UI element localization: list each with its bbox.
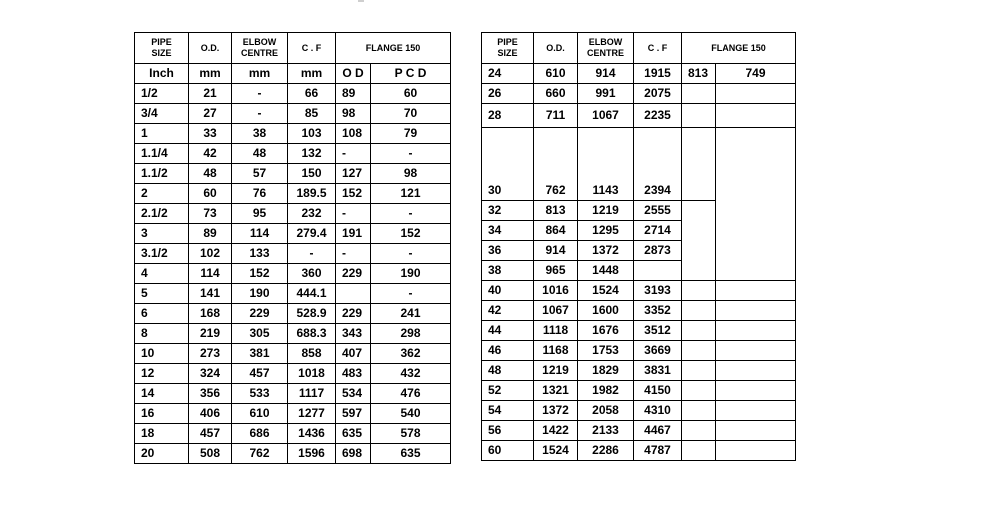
table-row — [482, 104, 796, 128]
table-cell: 476 — [371, 384, 451, 404]
table-cell: 60 — [189, 184, 232, 204]
table-cell: 6 — [135, 304, 189, 324]
table-cell: 48 — [189, 164, 232, 184]
table-cell: 1/2 — [135, 84, 189, 104]
table-cell — [682, 421, 716, 441]
table-row — [135, 324, 451, 344]
table-cell: 85 — [288, 104, 336, 124]
table-cell — [716, 421, 796, 441]
table-cell: 406 — [189, 404, 232, 424]
table-cell: - — [371, 284, 451, 304]
table-row — [135, 224, 451, 244]
table-cell: 1448 — [578, 261, 634, 281]
table-cell: 508 — [189, 444, 232, 464]
table-cell: 3 — [135, 224, 189, 244]
table-row — [135, 284, 451, 304]
unit-cell: mm — [189, 64, 232, 84]
table-cell: 3831 — [634, 361, 682, 381]
table-cell: 1.1/2 — [135, 164, 189, 184]
table-cell: 114 — [232, 224, 288, 244]
table-cell: 1067 — [534, 301, 578, 321]
table-cell: 5 — [135, 284, 189, 304]
table-row — [135, 204, 451, 224]
table-cell: 14 — [135, 384, 189, 404]
table-row — [135, 364, 451, 384]
table-row — [482, 421, 796, 441]
table-cell: 4467 — [634, 421, 682, 441]
elbow-centre-header: ELBOW CENTRE — [232, 33, 288, 64]
right-pipe-table — [481, 32, 796, 461]
table-cell: 48 — [482, 361, 534, 381]
table-cell: 127 — [336, 164, 371, 184]
table-cell: 3352 — [634, 301, 682, 321]
table-cell: 70 — [371, 104, 451, 124]
table-cell: 1016 — [534, 281, 578, 301]
table-cell: 38 — [232, 124, 288, 144]
table-cell: 2.1/2 — [135, 204, 189, 224]
table-cell: 2075 — [634, 84, 682, 104]
table-cell: 533 — [232, 384, 288, 404]
table-cell: 610 — [534, 64, 578, 84]
table-cell: 38 — [482, 261, 534, 281]
table-cell: 1422 — [534, 421, 578, 441]
table-cell: - — [371, 204, 451, 224]
table-cell: 34 — [482, 221, 534, 241]
table-cell — [682, 201, 716, 281]
table-cell: 150 — [288, 164, 336, 184]
table-cell: 1219 — [578, 201, 634, 221]
table-cell: 103 — [288, 124, 336, 144]
table-cell: 528.9 — [288, 304, 336, 324]
table-row — [482, 441, 796, 461]
table-cell: 2133 — [578, 421, 634, 441]
table-cell: 1596 — [288, 444, 336, 464]
unit-cell: O D — [336, 64, 371, 84]
table-cell — [682, 104, 716, 128]
table-cell: 1143 — [578, 128, 634, 201]
table-cell — [716, 341, 796, 361]
table-cell: 407 — [336, 344, 371, 364]
table-cell — [716, 281, 796, 301]
table-cell: 540 — [371, 404, 451, 424]
table-cell: 298 — [371, 324, 451, 344]
table-cell: 1982 — [578, 381, 634, 401]
table-cell: 457 — [189, 424, 232, 444]
table-cell: 1067 — [578, 104, 634, 128]
table-cell: 1117 — [288, 384, 336, 404]
table-row — [482, 321, 796, 341]
units-row — [135, 64, 451, 84]
table-cell: 324 — [189, 364, 232, 384]
table-row — [135, 84, 451, 104]
table-cell: 698 — [336, 444, 371, 464]
table-cell — [716, 84, 796, 104]
table-cell: 52 — [482, 381, 534, 401]
table-cell — [716, 301, 796, 321]
table-cell: 18 — [135, 424, 189, 444]
header-row — [482, 33, 796, 64]
table-cell: 4787 — [634, 441, 682, 461]
table-cell: 914 — [534, 241, 578, 261]
table-cell: 1168 — [534, 341, 578, 361]
table-cell: 3193 — [634, 281, 682, 301]
table-cell — [716, 128, 796, 281]
table-cell: 98 — [371, 164, 451, 184]
left-pipe-table — [134, 32, 451, 464]
table-cell: 813 — [534, 201, 578, 221]
table-cell — [716, 441, 796, 461]
table-cell: 73 — [189, 204, 232, 224]
table-cell: 24 — [482, 64, 534, 84]
table-cell: 2286 — [578, 441, 634, 461]
table-cell: 20 — [135, 444, 189, 464]
table-cell — [682, 84, 716, 104]
table-cell: 578 — [371, 424, 451, 444]
table-cell: 660 — [534, 84, 578, 104]
table-row — [482, 341, 796, 361]
table-row — [135, 344, 451, 364]
table-cell: - — [232, 84, 288, 104]
table-cell: 381 — [232, 344, 288, 364]
table-cell: 1524 — [534, 441, 578, 461]
table-cell: 98 — [336, 104, 371, 124]
table-cell: 279.4 — [288, 224, 336, 244]
table-cell: 1 — [135, 124, 189, 144]
unit-cell: mm — [232, 64, 288, 84]
table-cell: 56 — [482, 421, 534, 441]
table-cell: 749 — [716, 64, 796, 84]
unit-cell: mm — [288, 64, 336, 84]
table-cell: 1018 — [288, 364, 336, 384]
table-cell: 152 — [371, 224, 451, 244]
table-cell: 60 — [371, 84, 451, 104]
table-cell: 1372 — [534, 401, 578, 421]
table-cell: - — [288, 244, 336, 264]
table-cell: 686 — [232, 424, 288, 444]
table-cell — [716, 401, 796, 421]
table-cell: 229 — [336, 264, 371, 284]
table-row — [482, 281, 796, 301]
table-cell: 219 — [189, 324, 232, 344]
table-cell: 42 — [189, 144, 232, 164]
table-row — [135, 264, 451, 284]
table-cell: 133 — [232, 244, 288, 264]
table-cell: 95 — [232, 204, 288, 224]
table-cell: 1829 — [578, 361, 634, 381]
table-cell: 76 — [232, 184, 288, 204]
table-row — [135, 244, 451, 264]
table-cell — [716, 104, 796, 128]
table-cell: - — [371, 244, 451, 264]
table-cell: 2394 — [634, 128, 682, 201]
table-cell: 914 — [578, 64, 634, 84]
unit-cell: Inch — [135, 64, 189, 84]
od-header: O.D. — [534, 33, 578, 64]
table-cell: 635 — [336, 424, 371, 444]
elbow-centre-header: ELBOW CENTRE — [578, 33, 634, 64]
table-cell: 12 — [135, 364, 189, 384]
table-cell: 858 — [288, 344, 336, 364]
table-row — [482, 381, 796, 401]
table-cell: 10 — [135, 344, 189, 364]
table-cell: 89 — [189, 224, 232, 244]
table-cell: 132 — [288, 144, 336, 164]
table-cell: 3669 — [634, 341, 682, 361]
right-table-body — [482, 33, 796, 461]
table-cell: 121 — [371, 184, 451, 204]
table-cell: 28 — [482, 104, 534, 128]
table-cell: 4 — [135, 264, 189, 284]
table-row — [482, 361, 796, 381]
table-cell — [634, 261, 682, 281]
table-cell: 141 — [189, 284, 232, 304]
table-cell: 241 — [371, 304, 451, 324]
table-cell: 3.1/2 — [135, 244, 189, 264]
table-cell: 2058 — [578, 401, 634, 421]
table-cell: 57 — [232, 164, 288, 184]
table-cell: 991 — [578, 84, 634, 104]
table-row — [135, 384, 451, 404]
table-cell: 273 — [189, 344, 232, 364]
flange-150-header: FLANGE 150 — [682, 33, 796, 64]
table-cell: 4310 — [634, 401, 682, 421]
table-cell: 229 — [232, 304, 288, 324]
table-cell: 1524 — [578, 281, 634, 301]
table-cell — [682, 128, 716, 201]
pipe-size-header: PIPE SIZE — [135, 33, 189, 64]
table-cell — [682, 301, 716, 321]
table-cell: 40 — [482, 281, 534, 301]
table-cell: 152 — [336, 184, 371, 204]
od-header: O.D. — [189, 33, 232, 64]
table-cell: 54 — [482, 401, 534, 421]
table-cell: - — [336, 204, 371, 224]
cf-header: C . F — [288, 33, 336, 64]
table-cell: 444.1 — [288, 284, 336, 304]
table-cell: 189.5 — [288, 184, 336, 204]
table-cell: 597 — [336, 404, 371, 424]
table-cell — [682, 321, 716, 341]
table-cell: 1600 — [578, 301, 634, 321]
table-cell: 1295 — [578, 221, 634, 241]
table-cell: 2555 — [634, 201, 682, 221]
table-row — [482, 64, 796, 84]
table-cell: 1219 — [534, 361, 578, 381]
table-cell — [682, 361, 716, 381]
table-cell: 66 — [288, 84, 336, 104]
table-cell — [682, 341, 716, 361]
table-cell: 21 — [189, 84, 232, 104]
table-cell: 305 — [232, 324, 288, 344]
table-cell: 457 — [232, 364, 288, 384]
table-cell: 168 — [189, 304, 232, 324]
left-table-body — [135, 33, 451, 464]
table-cell: 44 — [482, 321, 534, 341]
table-cell: 362 — [371, 344, 451, 364]
table-cell: 762 — [232, 444, 288, 464]
table-row — [135, 184, 451, 204]
table-cell: 864 — [534, 221, 578, 241]
table-cell: 33 — [189, 124, 232, 144]
table-cell: 32 — [482, 201, 534, 221]
table-cell: 1.1/4 — [135, 144, 189, 164]
table-row — [135, 144, 451, 164]
table-cell: 813 — [682, 64, 716, 84]
table-cell: 1372 — [578, 241, 634, 261]
table-cell — [682, 381, 716, 401]
table-cell: 610 — [232, 404, 288, 424]
table-cell: 26 — [482, 84, 534, 104]
table-cell: 1436 — [288, 424, 336, 444]
table-cell: 432 — [371, 364, 451, 384]
table-cell — [716, 361, 796, 381]
table-row — [135, 164, 451, 184]
table-cell: 79 — [371, 124, 451, 144]
table-cell: 60 — [482, 441, 534, 461]
table-cell: 42 — [482, 301, 534, 321]
table-row — [135, 304, 451, 324]
table-cell: 27 — [189, 104, 232, 124]
cf-header: C . F — [634, 33, 682, 64]
table-cell: 30 — [482, 128, 534, 201]
table-cell: 762 — [534, 128, 578, 201]
table-row — [135, 404, 451, 424]
table-cell: 483 — [336, 364, 371, 384]
table-cell: 1118 — [534, 321, 578, 341]
table-cell: 8 — [135, 324, 189, 344]
table-cell: 688.3 — [288, 324, 336, 344]
table-cell: 152 — [232, 264, 288, 284]
table-cell: 360 — [288, 264, 336, 284]
table-cell: 1676 — [578, 321, 634, 341]
pipe-size-header: PIPE SIZE — [482, 33, 534, 64]
table-cell: 635 — [371, 444, 451, 464]
table-cell: - — [336, 244, 371, 264]
table-cell: 1915 — [634, 64, 682, 84]
table-row — [135, 444, 451, 464]
table-cell — [716, 321, 796, 341]
table-cell — [682, 441, 716, 461]
table-row — [482, 84, 796, 104]
table-cell: 191 — [336, 224, 371, 244]
table-cell — [716, 381, 796, 401]
table-cell: 190 — [371, 264, 451, 284]
table-cell: 232 — [288, 204, 336, 224]
table-cell: 114 — [189, 264, 232, 284]
table-cell: 229 — [336, 304, 371, 324]
table-cell — [682, 281, 716, 301]
unit-cell: P C D — [371, 64, 451, 84]
table-cell: 343 — [336, 324, 371, 344]
table-cell: 2873 — [634, 241, 682, 261]
table-cell — [682, 401, 716, 421]
table-row — [482, 301, 796, 321]
table-cell: 89 — [336, 84, 371, 104]
table-row — [135, 124, 451, 144]
flange-150-header: FLANGE 150 — [336, 33, 451, 64]
table-cell: 16 — [135, 404, 189, 424]
table-cell: 4150 — [634, 381, 682, 401]
table-row — [482, 401, 796, 421]
table-cell: 36 — [482, 241, 534, 261]
header-row — [135, 33, 451, 64]
table-row — [135, 104, 451, 124]
table-cell: 3/4 — [135, 104, 189, 124]
table-cell: 1321 — [534, 381, 578, 401]
table-cell: - — [371, 144, 451, 164]
table-cell: 3512 — [634, 321, 682, 341]
table-cell — [336, 284, 371, 304]
table-cell: 534 — [336, 384, 371, 404]
table-row — [135, 424, 451, 444]
table-cell: 190 — [232, 284, 288, 304]
table-cell: 965 — [534, 261, 578, 281]
table-cell: 1277 — [288, 404, 336, 424]
table-cell: 102 — [189, 244, 232, 264]
table-row — [482, 128, 796, 201]
table-cell: 48 — [232, 144, 288, 164]
table-cell: 2 — [135, 184, 189, 204]
table-cell: 108 — [336, 124, 371, 144]
table-cell: 356 — [189, 384, 232, 404]
table-cell: - — [336, 144, 371, 164]
table-cell: 2714 — [634, 221, 682, 241]
table-cell: 711 — [534, 104, 578, 128]
table-cell: 46 — [482, 341, 534, 361]
table-cell: - — [232, 104, 288, 124]
table-cell: 1753 — [578, 341, 634, 361]
top-edge-mark — [358, 0, 364, 2]
table-cell: 2235 — [634, 104, 682, 128]
